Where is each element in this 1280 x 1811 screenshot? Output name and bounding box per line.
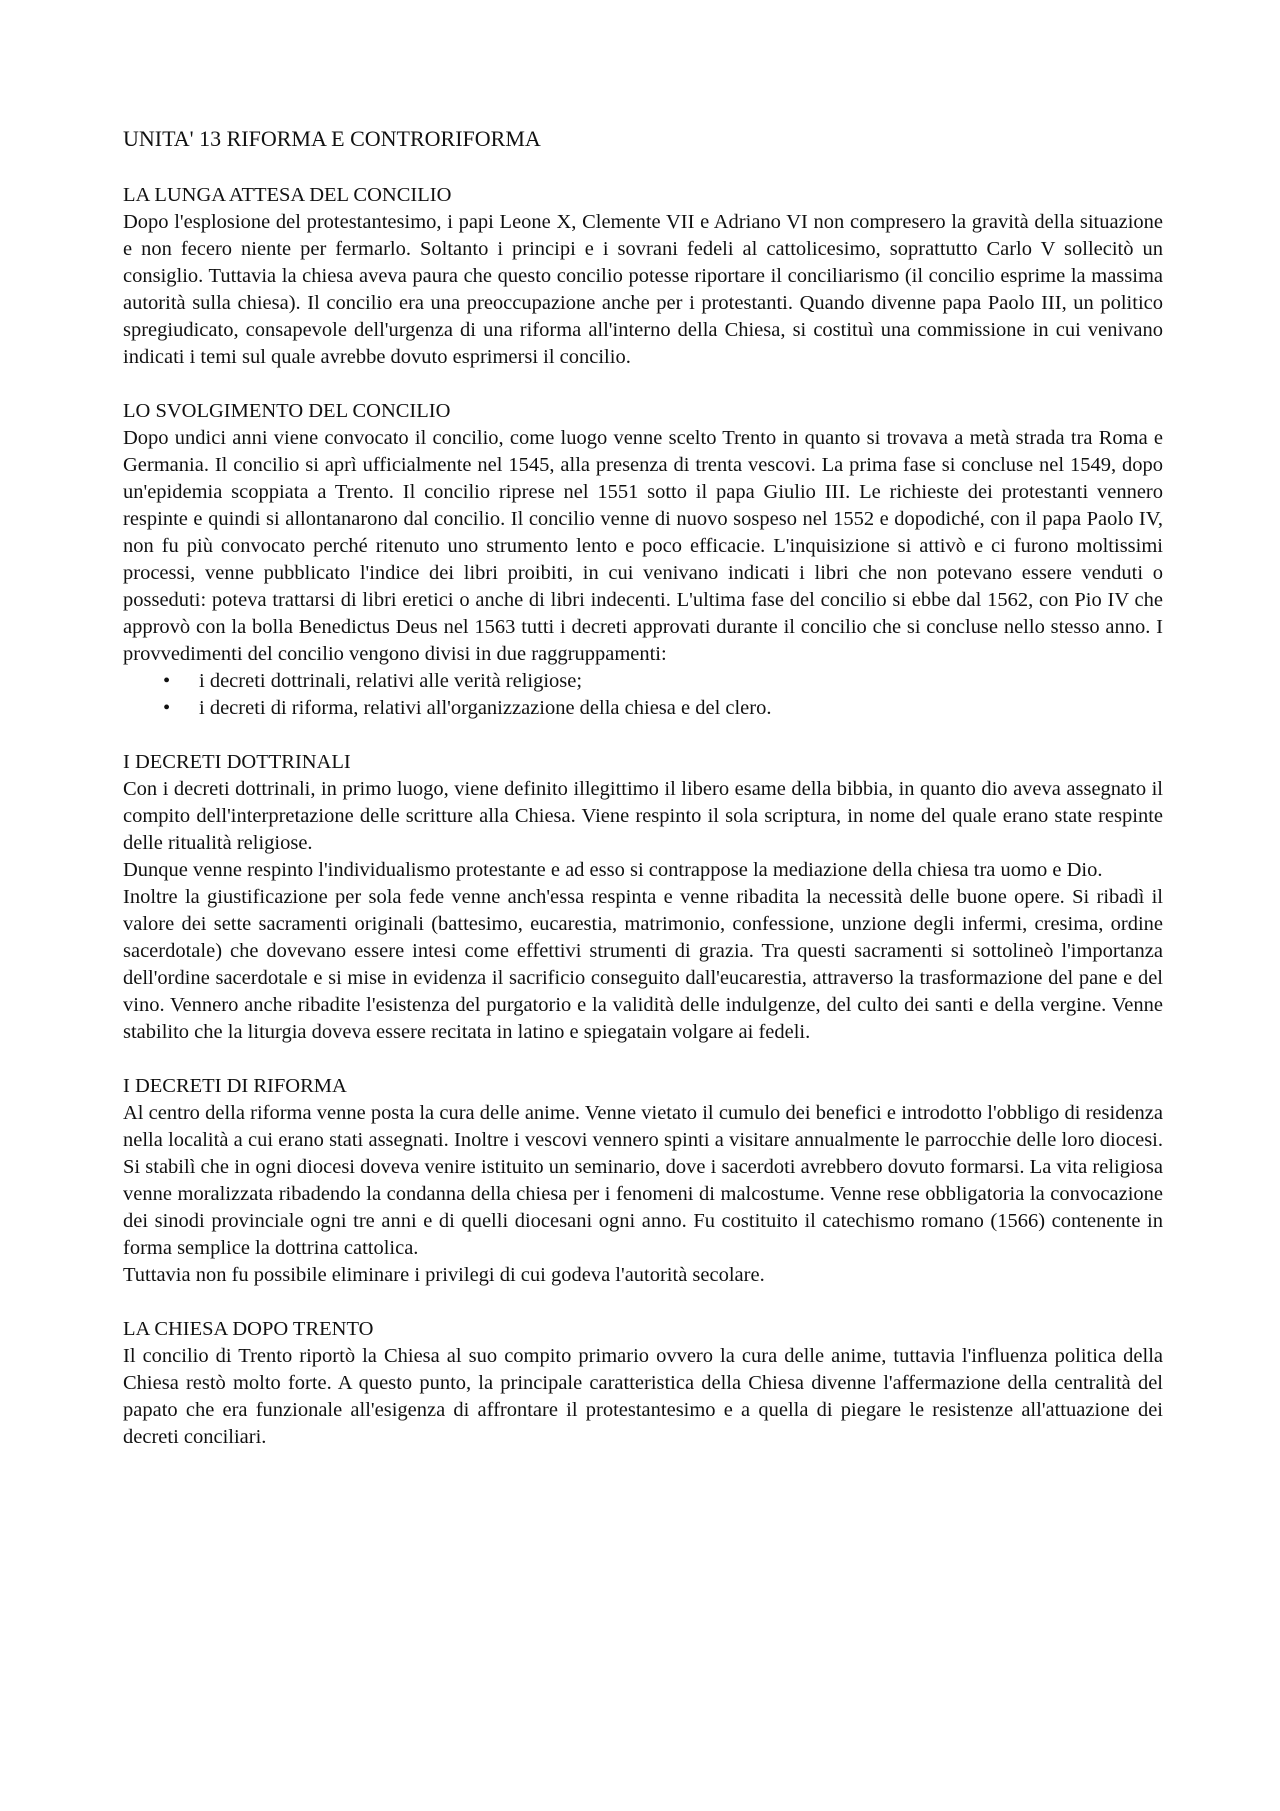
section-heading: LO SVOLGIMENTO DEL CONCILIO [123, 400, 451, 422]
section-decreti-riforma [123, 1073, 1163, 1289]
section-heading: I DECRETI DI RIFORMA [123, 1075, 347, 1097]
list-item [123, 668, 1163, 695]
section-svolgimento [123, 398, 1163, 722]
paragraph: Tuttavia non fu possibile eliminare i privilegi di cui godeva l'autorità secolare. [123, 1264, 765, 1286]
bullet-icon: • [163, 697, 171, 719]
section-heading: LA CHIESA DOPO TRENTO [123, 1318, 374, 1340]
bullet-list [123, 668, 1163, 722]
paragraph: Dunque venne respinto l'individualismo protestante e ad esso si contrappose la mediazione della chiesa tra uomo e Dio. [123, 859, 1103, 881]
section-heading: I DECRETI DOTTRINALI [123, 751, 351, 773]
paragraph: Il concilio di Trento riportò la Chiesa al suo compito primario ovvero la cura delle anime, tuttavia l'influenza politica della Chiesa restò molto forte. A questo punto, la principale caratteristica della Chiesa divenne l'affermazione della centralità del papato che era funzionale all'esigenza di affrontare il protestantesimo e a quella di piegare le resistenze all'attuazione dei decreti conciliari. [123, 1345, 1163, 1448]
section-decreti-dottrinali [123, 749, 1163, 1046]
paragraph: Dopo undici anni viene convocato il concilio, come luogo venne scelto Trento in quanto si trovava a metà strada tra Roma e Germania. Il concilio si aprì ufficialmente nel 1545, alla presenza di trenta vescovi. La prima fase si concluse nel 1549, dopo un'epidemia scoppiata a Trento. Il concilio riprese nel 1551 sotto il papa Giulio III. Le richieste dei protestanti vennero respinte e quindi si allontanarono dal concilio. Il concilio venne di nuovo sospeso nel 1552 e dopodiché, con il papa Paolo IV, non fu più convocato perché ritenuto uno strumento lento e poco efficacie. L'inquisizione si attivò e ci furono moltissimi processi, venne pubblicato l'indice dei libri proibiti, in cui venivano indicati i libri che non potevano essere venduti o posseduti: poteva trattarsi di libri eretici o anche di libri indecenti. L'ultima fase del concilio si ebbe dal 1562, con Pio IV che approvò con la bolla Benedictus Deus nel 1563 tutti i decreti approvati durante il concilio che si concluse nello stesso anno. I provvedimenti del concilio vengono divisi in due raggruppamenti: [123, 427, 1163, 665]
list-item-text: i decreti di riforma, relativi all'organizzazione della chiesa e del clero. [199, 697, 772, 719]
document-page [123, 124, 1163, 1478]
paragraph: Inoltre la giustificazione per sola fede venne anch'essa respinta e venne ribadita la necessità delle buone opere. Si ribadì il valore dei sette sacramenti originali (battesimo, eucarestia, matrimonio, confessione, unzione degli infermi, cresima, ordine sacerdotale) che dovevano essere intesi come effettivi strumenti di grazia. Tra questi sacramenti si sottolineò l'importanza dell'ordine sacerdotale e si mise in evidenza il sacrificio conseguito dall'eucarestia, attraverso la trasformazione del pane e del vino. Vennero anche ribadite l'esistenza del purgatorio e la validità delle indulgenze, del culto dei santi e della vergine. Venne stabilito che la liturgia doveva essere recitata in latino e spiegatain volgare ai fedeli. [123, 886, 1163, 1043]
bullet-icon: • [163, 670, 171, 692]
list-item [123, 695, 1163, 722]
paragraph: Dopo l'esplosione del protestantesimo, i papi Leone X, Clemente VII e Adriano VI non compresero la gravità della situazione e non fecero niente per fermarlo. Soltanto i principi e i sovrani fedeli al cattolicesimo, soprattutto Carlo V sollecitò un consiglio. Tuttavia la chiesa aveva paura che questo concilio potesse riportare il conciliarismo (il concilio esprime la massima autorità sulla chiesa). Il concilio era una preoccupazione anche per i protestanti. Quando divenne papa Paolo III, un politico spregiudicato, consapevole dell'urgenza di una riforma all'interno della Chiesa, si costituì una commissione in cui venivano indicati i temi sul quale avrebbe dovuto esprimersi il concilio. [123, 211, 1163, 368]
section-heading: LA LUNGA ATTESA DEL CONCILIO [123, 184, 452, 206]
section-chiesa-dopo-trento [123, 1316, 1163, 1451]
list-item-text: i decreti dottrinali, relativi alle verità religiose; [199, 670, 583, 692]
document-title: UNITA' 13 RIFORMA E CONTRORIFORMA [123, 126, 541, 151]
paragraph: Con i decreti dottrinali, in primo luogo, viene definito illegittimo il libero esame della bibbia, in quanto dio aveva assegnato il compito dell'interpretazione delle scritture alla Chiesa. Viene respinto il sola scriptura, in nome del quale erano state respinte delle ritualità religiose. [123, 778, 1163, 854]
paragraph: Al centro della riforma venne posta la cura delle anime. Venne vietato il cumulo dei benefici e introdotto l'obbligo di residenza nella località a cui erano stati assegnati. Inoltre i vescovi vennero spinti a visitare annualmente le parrocchie delle loro diocesi. Si stabilì che in ogni diocesi doveva venire istituito un seminario, dove i sacerdoti avrebbero dovuto formarsi. La vita religiosa venne moralizzata ribadendo la condanna della chiesa per i fenomeni di malcostume. Venne rese obbligatoria la convocazione dei sinodi provinciale ogni tre anni e di quelli diocesani ogni anno. Fu costituito il catechismo romano (1566) contenente in forma semplice la dottrina cattolica. [123, 1102, 1163, 1259]
section-lunga-attesa [123, 182, 1163, 371]
